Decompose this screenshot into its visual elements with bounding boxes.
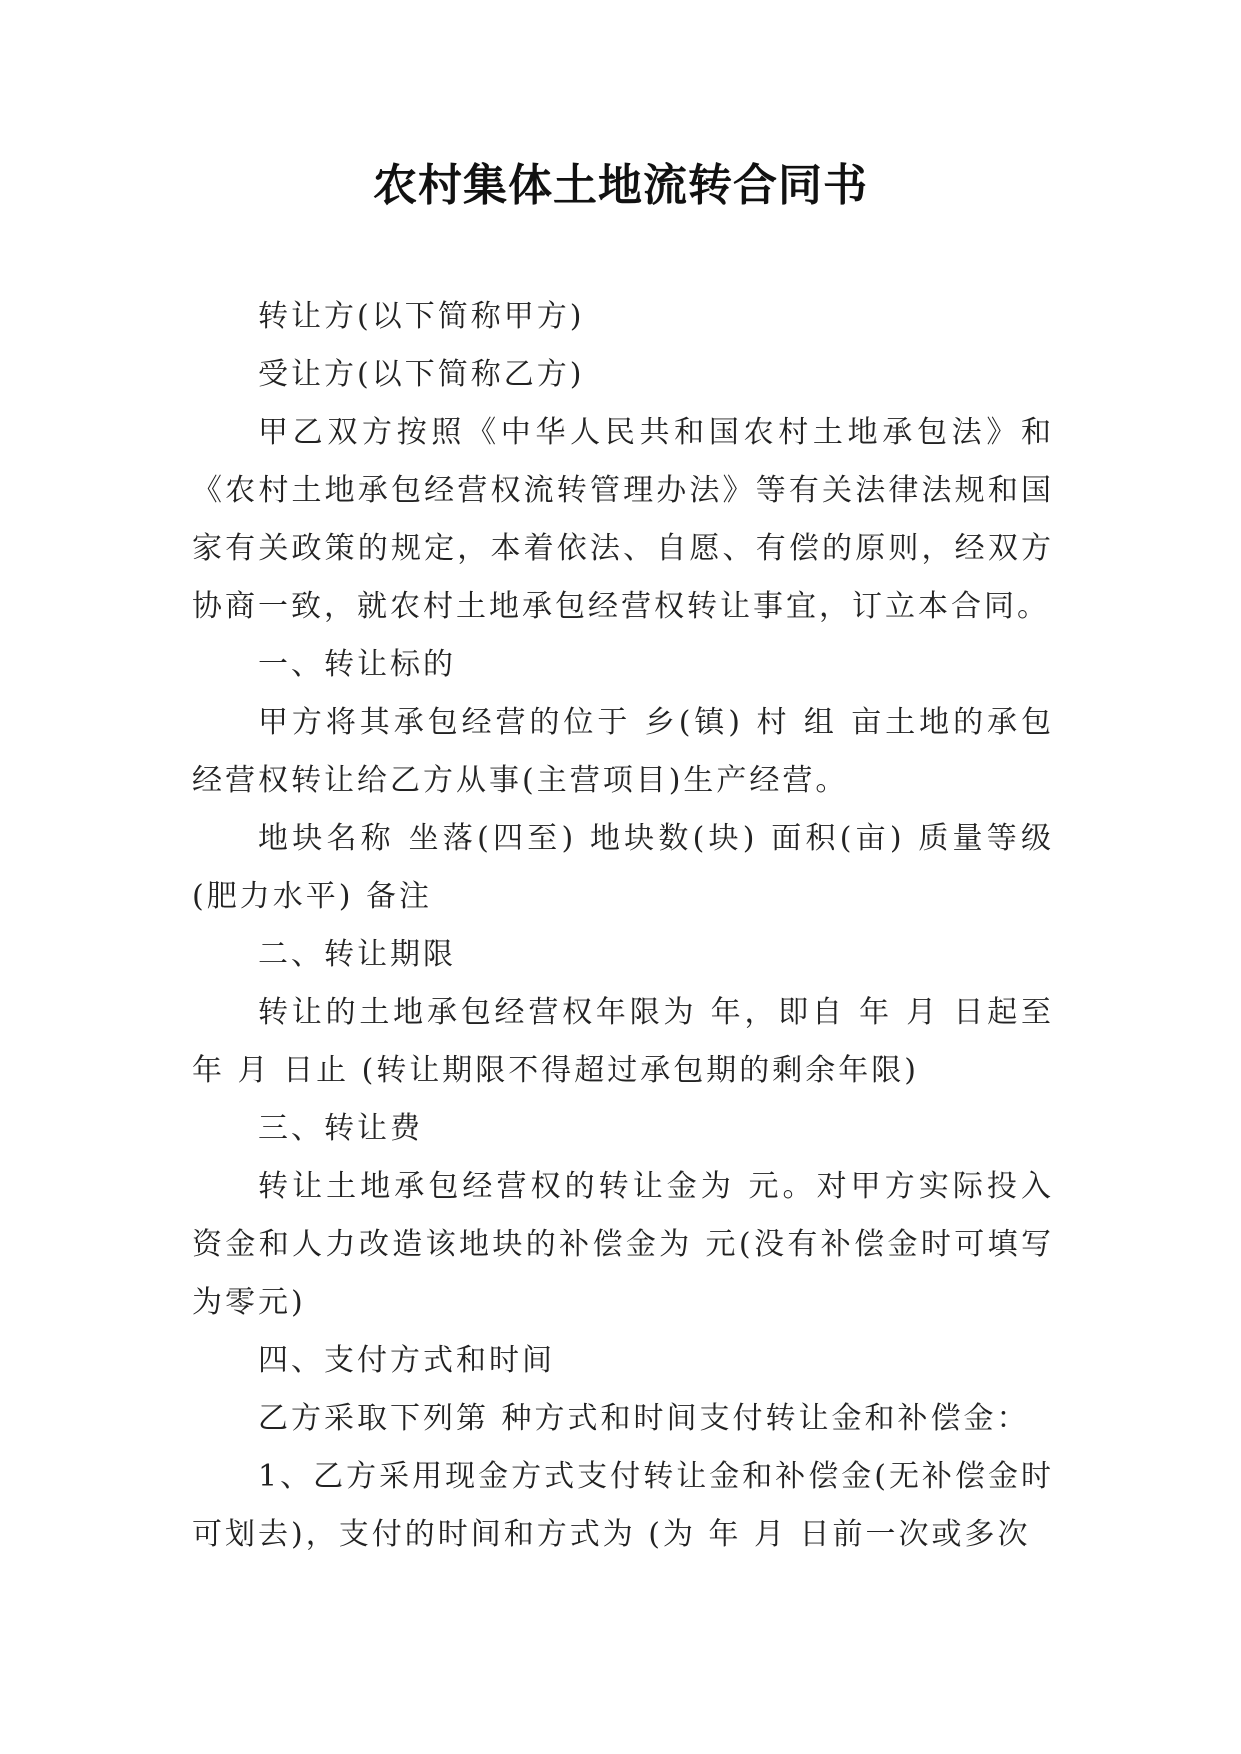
paragraph-term: 转让的土地承包经营权年限为 年，即自 年 月 日起至 年 月 日止 (转让期限不得超过承包期的剩余年限)	[192, 995, 1054, 1088]
section-heading-term: 二、转让期限	[258, 937, 456, 972]
paragraph-payment-cash: 1、乙方采用现金方式支付转让金和补偿金(无补偿金时可划去)，支付的时间和方式为 (为 年 月 日前一次或多次	[192, 1459, 1054, 1552]
document-body	[192, 288, 1054, 1564]
document-title: 农村集体土地流转合同书	[373, 160, 868, 211]
section-heading-subject: 一、转让标的	[258, 647, 456, 682]
paragraph-subject: 甲方将其承包经营的位于 乡(镇) 村 组 亩土地的承包经营权转让给乙方从事(主营项目)生产经营。	[192, 705, 1054, 798]
paragraph-transferee: 受让方(以下简称乙方)	[258, 357, 585, 392]
section-heading-payment: 四、支付方式和时间	[258, 1343, 555, 1378]
paragraph-plot-fields: 地块名称 坐落(四至) 地块数(块) 面积(亩) 质量等级(肥力水平) 备注	[192, 821, 1054, 914]
paragraph-transferor: 转让方(以下简称甲方)	[258, 299, 585, 334]
paragraph-preamble: 甲乙双方按照《中华人民共和国农村土地承包法》和《农村土地承包经营权流转管理办法》等有关法律法规和国家有关政策的规定，本着依法、自愿、有偿的原则，经双方协商一致，就农村土地承包经营权转让事宜，订立本合同。	[192, 415, 1054, 624]
section-heading-fee: 三、转让费	[258, 1111, 423, 1146]
paragraph-payment-choice: 乙方采取下列第 种方式和时间支付转让金和补偿金：	[258, 1401, 1030, 1436]
paragraph-fee: 转让土地承包经营权的转让金为 元。对甲方实际投入资金和人力改造该地块的补偿金为 元(没有补偿金时可填写为零元)	[192, 1169, 1054, 1320]
